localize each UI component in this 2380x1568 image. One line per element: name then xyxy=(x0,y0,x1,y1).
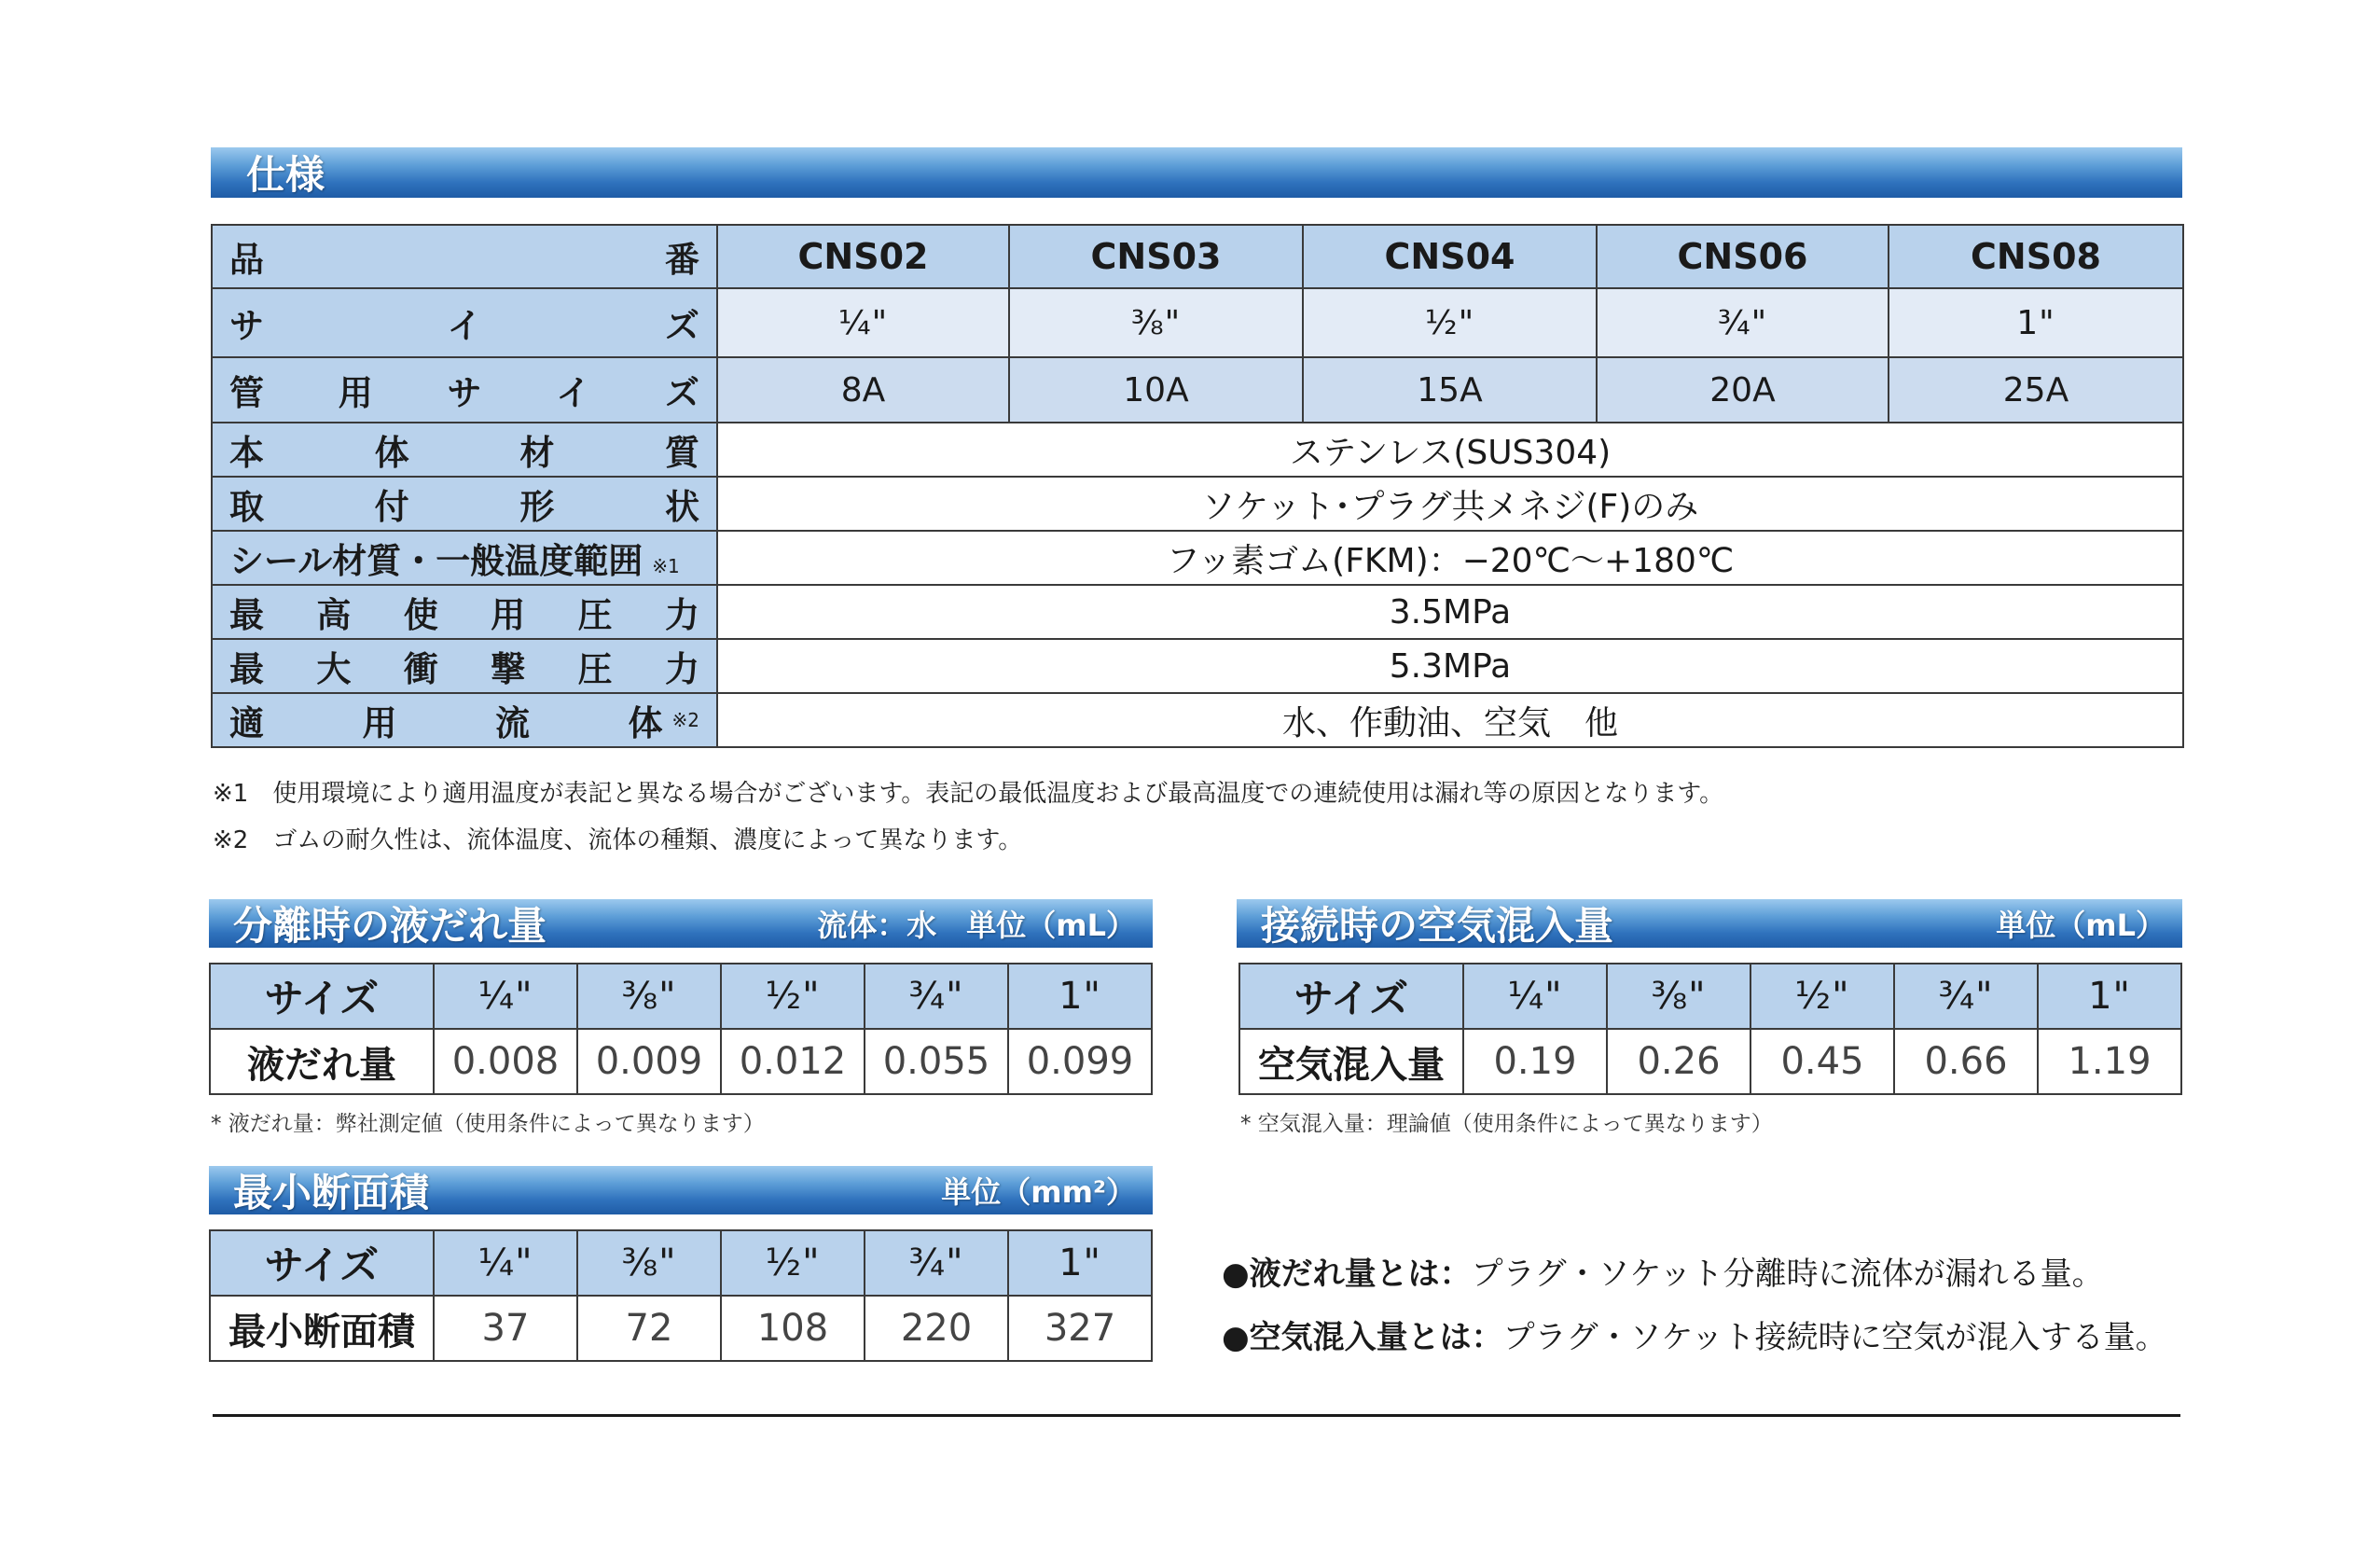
leak-value: 0.055 xyxy=(865,1029,1008,1094)
part-no-cns02: CNS02 xyxy=(717,225,1009,288)
area-value: 220 xyxy=(865,1296,1008,1361)
leak-section-title: 分離時の液だれ量 xyxy=(233,903,547,949)
row-body-material xyxy=(212,423,2183,477)
label-char: 形 xyxy=(519,487,555,527)
spec-section-title: 仕様 xyxy=(246,152,325,198)
label-char: 圧 xyxy=(577,649,613,689)
row-size xyxy=(212,288,2183,357)
pipe-size-value: 15A xyxy=(1303,357,1597,423)
air-size: ¾" xyxy=(1894,964,2038,1029)
label-size-text xyxy=(229,298,699,348)
leak-size: ¼" xyxy=(434,964,577,1029)
row-fluid xyxy=(212,693,2183,747)
label-char: 撃 xyxy=(491,649,526,689)
area-value-label: 最小断面積 xyxy=(210,1296,434,1361)
air-table xyxy=(1238,963,2182,1095)
bottom-divider xyxy=(213,1414,2180,1417)
spec-section-header xyxy=(211,147,2182,198)
area-size-row xyxy=(210,1230,1152,1296)
part-no-cns08: CNS08 xyxy=(1889,225,2183,288)
area-value: 108 xyxy=(721,1296,865,1361)
label-char: 用 xyxy=(338,373,373,413)
note-mark-2: ※2 xyxy=(671,709,699,731)
leak-unit: 流体：水 単位（mL） xyxy=(817,908,1136,943)
mount-shape-value: ソケット･プラグ共メネジ(F)のみ xyxy=(717,477,2183,531)
label-char: 本 xyxy=(229,433,264,473)
leak-value: 0.009 xyxy=(577,1029,721,1094)
max-pressure-value: 3.5MPa xyxy=(717,585,2183,639)
label-char: イ xyxy=(556,373,591,413)
label-char: 状 xyxy=(664,487,699,527)
seal-value: フッ素ゴム(FKM)：−20℃〜+180℃ xyxy=(717,531,2183,585)
label-char: 付 xyxy=(374,487,409,527)
label-char: 使 xyxy=(403,595,438,635)
definition-leak xyxy=(1222,1248,2104,1294)
size-value: 1" xyxy=(1889,288,2183,357)
label-max-impact-text xyxy=(229,641,699,691)
leak-size-label: サイズ xyxy=(210,964,434,1029)
label-char: サ xyxy=(229,306,264,346)
area-section-header xyxy=(209,1166,1153,1214)
label-char: 力 xyxy=(664,595,699,635)
definition-leak-term: ●液だれ量とは： xyxy=(1222,1256,1472,1293)
area-size: ⅜" xyxy=(577,1230,721,1296)
label-char: 用 xyxy=(362,703,397,743)
leak-value-row xyxy=(210,1029,1152,1094)
area-value: 72 xyxy=(577,1296,721,1361)
leak-footnote: * 液だれ量：弊社測定値（使用条件によって異なります） xyxy=(211,1112,765,1136)
air-value-row xyxy=(1239,1029,2181,1094)
label-char: 高 xyxy=(316,595,352,635)
leak-size: ½" xyxy=(721,964,865,1029)
row-pipe-size xyxy=(212,357,2183,423)
area-size: ¾" xyxy=(865,1230,1008,1296)
area-unit: 単位（mm²） xyxy=(941,1174,1136,1210)
row-mount-shape xyxy=(212,477,2183,531)
leak-size: ¾" xyxy=(865,964,1008,1029)
label-char: ズ xyxy=(665,306,699,346)
size-value: ¾" xyxy=(1597,288,1889,357)
leak-section-header xyxy=(209,899,1153,948)
label-char: 力 xyxy=(664,649,699,689)
definition-air xyxy=(1222,1311,2167,1357)
label-char: 管 xyxy=(229,373,264,413)
body-material-value: ステンレス(SUS304) xyxy=(717,423,2183,477)
area-size-label: サイズ xyxy=(210,1230,434,1296)
air-value: 0.45 xyxy=(1750,1029,1894,1094)
label-char: 用 xyxy=(491,595,526,635)
part-no-cns03: CNS03 xyxy=(1009,225,1303,288)
label-fluid xyxy=(212,693,717,747)
label-body-material-text xyxy=(229,424,699,475)
air-size: ½" xyxy=(1750,964,1894,1029)
label-char: 最 xyxy=(229,595,264,635)
note-mark-1: ※1 xyxy=(652,555,680,577)
definition-air-text: プラグ・ソケット接続時に空気が混入する量。 xyxy=(1502,1319,2167,1356)
label-char: 流 xyxy=(495,703,530,743)
size-value: ¼" xyxy=(717,288,1009,357)
label-char: 圧 xyxy=(577,595,613,635)
row-max-pressure xyxy=(212,585,2183,639)
leak-value: 0.008 xyxy=(434,1029,577,1094)
max-impact-value: 5.3MPa xyxy=(717,639,2183,693)
definition-air-term: ●空気混入量とは： xyxy=(1222,1319,1503,1356)
leak-value: 0.012 xyxy=(721,1029,865,1094)
air-value: 1.19 xyxy=(2038,1029,2181,1094)
area-table xyxy=(209,1229,1153,1362)
label-char: 最 xyxy=(229,649,264,689)
label-max-pressure-text xyxy=(229,587,699,637)
pipe-size-value: 8A xyxy=(717,357,1009,423)
air-value-label: 空気混入量 xyxy=(1239,1029,1463,1094)
label-mount-shape-text xyxy=(229,479,699,529)
area-size: ¼" xyxy=(434,1230,577,1296)
air-section-title: 接続時の空気混入量 xyxy=(1261,903,1614,949)
label-fluid-text xyxy=(229,695,663,745)
label-char: 取 xyxy=(229,487,264,527)
part-no-cns06: CNS06 xyxy=(1597,225,1889,288)
pipe-size-value: 20A xyxy=(1597,357,1889,423)
label-char: 体 xyxy=(628,703,663,743)
row-seal xyxy=(212,531,2183,585)
area-size: ½" xyxy=(721,1230,865,1296)
label-pipe-size xyxy=(212,357,717,423)
fluid-value: 水、作動油、空気 他 xyxy=(717,693,2183,747)
label-part-no-text xyxy=(229,231,699,282)
air-size: 1" xyxy=(2038,964,2181,1029)
air-size: ¼" xyxy=(1463,964,1607,1029)
label-char: 材 xyxy=(519,433,555,473)
area-value-row xyxy=(210,1296,1152,1361)
label-max-impact xyxy=(212,639,717,693)
leak-value-label: 液だれ量 xyxy=(210,1029,434,1094)
air-size-label: サイズ xyxy=(1239,964,1463,1029)
air-footnote: * 空気混入量：理論値（使用条件によって異なります） xyxy=(1240,1112,1773,1136)
leak-table xyxy=(209,963,1153,1095)
area-value: 37 xyxy=(434,1296,577,1361)
row-max-impact xyxy=(212,639,2183,693)
label-part-no xyxy=(212,225,717,288)
label-char: サ xyxy=(447,373,482,413)
leak-value: 0.099 xyxy=(1008,1029,1152,1094)
label-seal xyxy=(212,531,717,585)
label-body-material xyxy=(212,423,717,477)
spec-note-2: ※2 ゴムの耐久性は、流体温度、流体の種類、濃度によって異なります。 xyxy=(213,826,1023,854)
air-unit: 単位（mL） xyxy=(1996,908,2166,943)
air-size: ⅜" xyxy=(1607,964,1750,1029)
label-char: 衝 xyxy=(403,649,438,689)
leak-size: 1" xyxy=(1008,964,1152,1029)
label-char: 品 xyxy=(229,240,264,280)
part-no-cns04: CNS04 xyxy=(1303,225,1597,288)
leak-size: ⅜" xyxy=(577,964,721,1029)
label-seal-text: シール材質・一般温度範囲 xyxy=(229,541,643,581)
label-char: イ xyxy=(447,306,482,346)
label-char: 大 xyxy=(316,649,352,689)
size-value: ⅜" xyxy=(1009,288,1303,357)
air-size-row xyxy=(1239,964,2181,1029)
label-max-pressure xyxy=(212,585,717,639)
air-section-header xyxy=(1237,899,2182,948)
spec-note-1: ※1 使用環境により適用温度が表記と異なる場合がございます。表記の最低温度および最高温度での連続使用は漏れ等の原因となります。 xyxy=(213,780,1724,808)
label-char: 質 xyxy=(664,433,699,473)
label-size xyxy=(212,288,717,357)
air-value: 0.19 xyxy=(1463,1029,1607,1094)
label-char: ズ xyxy=(665,373,699,413)
air-value: 0.66 xyxy=(1894,1029,2038,1094)
area-section-title: 最小断面積 xyxy=(233,1170,430,1215)
pipe-size-value: 10A xyxy=(1009,357,1303,423)
spec-table xyxy=(211,224,2184,748)
pipe-size-value: 25A xyxy=(1889,357,2183,423)
size-value: ½" xyxy=(1303,288,1597,357)
area-value: 327 xyxy=(1008,1296,1152,1361)
leak-size-row xyxy=(210,964,1152,1029)
label-mount-shape xyxy=(212,477,717,531)
label-pipe-size-text xyxy=(229,365,699,415)
label-char: 体 xyxy=(374,433,409,473)
definition-leak-text: プラグ・ソケット分離時に流体が漏れる量。 xyxy=(1471,1256,2104,1293)
label-char: 番 xyxy=(665,240,699,280)
air-value: 0.26 xyxy=(1607,1029,1750,1094)
row-part-no xyxy=(212,225,2183,288)
label-char: 適 xyxy=(229,703,264,743)
area-size: 1" xyxy=(1008,1230,1152,1296)
